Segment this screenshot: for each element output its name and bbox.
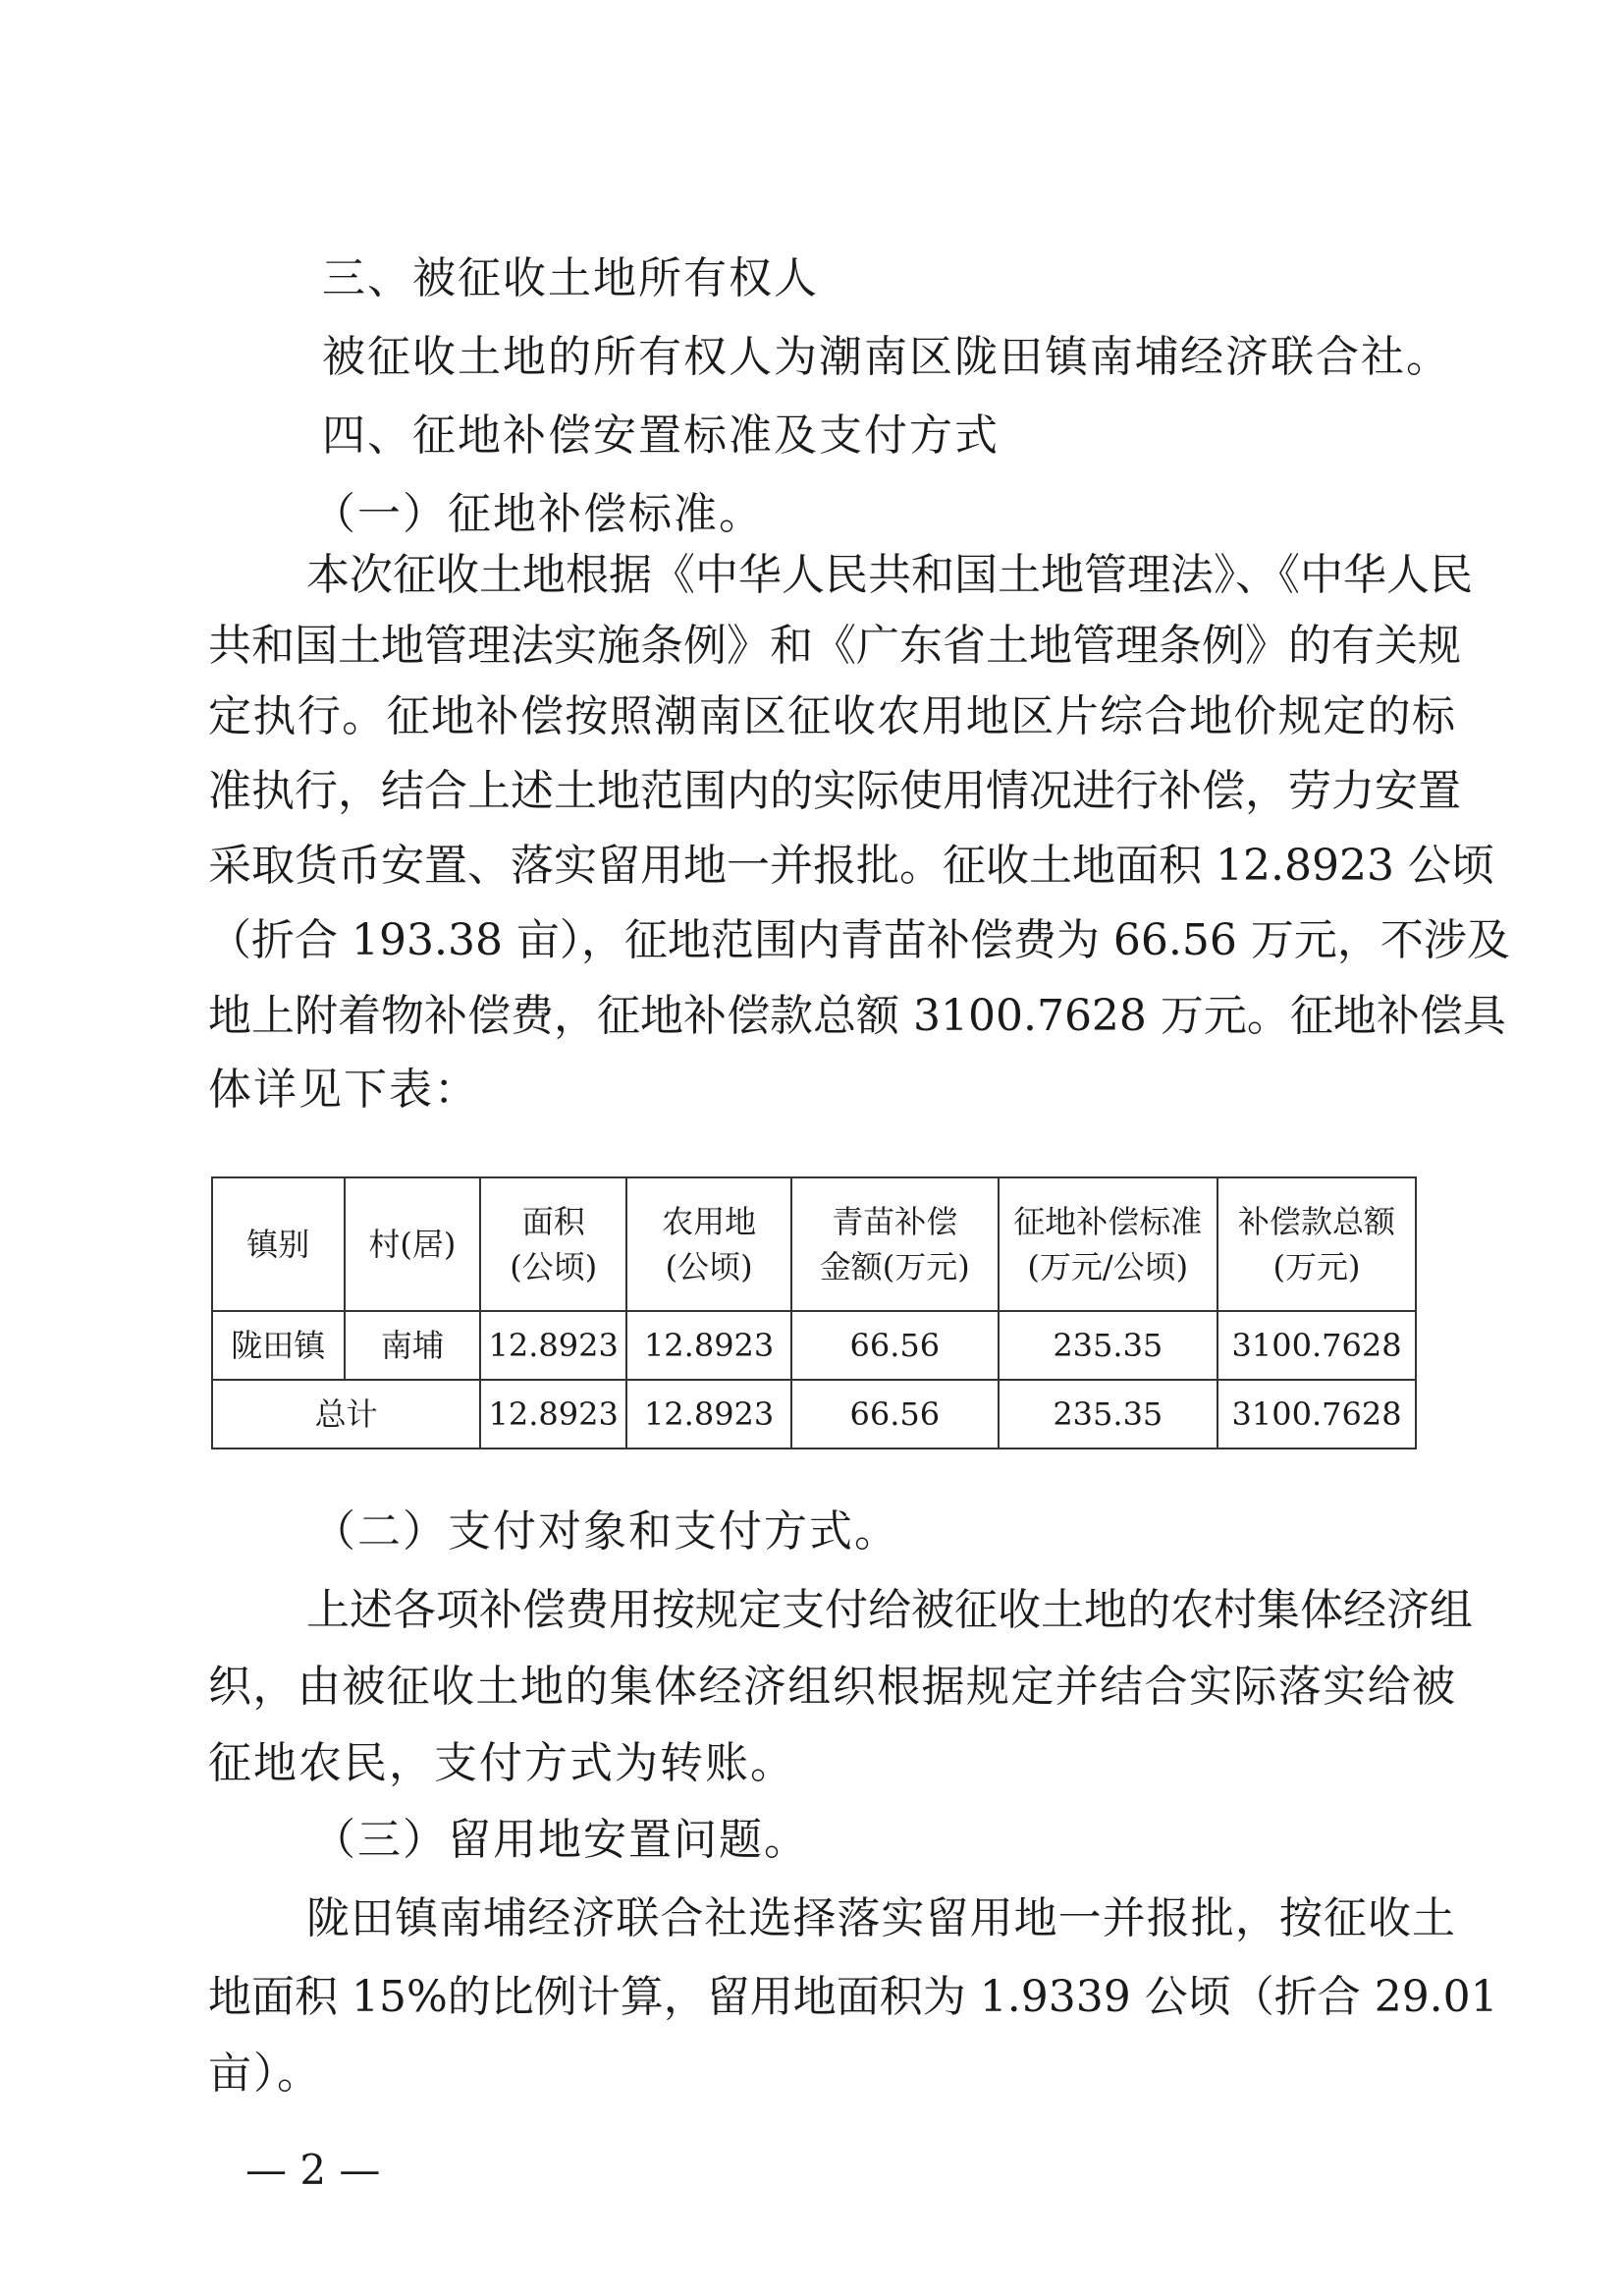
paragraph-line: 准执行，结合上述土地范围内的实际使用情况进行补偿，劳力安置 (208, 766, 1461, 816)
header-area: 面积 (公顷) (480, 1177, 626, 1311)
table-row (212, 1311, 1416, 1380)
cell-crop-compensation: 66.56 (791, 1311, 999, 1380)
subsection-1-title: （一）征地补偿标准。 (312, 489, 764, 539)
paragraph-line: 体详见下表： (208, 1065, 479, 1115)
cell-town: 陇田镇 (212, 1311, 345, 1380)
cell-compensation-standard: 235.35 (999, 1311, 1218, 1380)
cell-total-label: 总计 (212, 1380, 480, 1449)
cell-total-crop-compensation: 66.56 (791, 1380, 999, 1449)
cell-farmland: 12.8923 (626, 1311, 791, 1380)
section-3-title: 三、被征收土地所有权人 (322, 253, 819, 303)
cell-total-compensation-standard: 235.35 (999, 1380, 1218, 1449)
cell-total-compensation: 3100.7628 (1217, 1311, 1416, 1380)
cell-total-area: 12.8923 (480, 1380, 626, 1449)
paragraph-line: 地上附着物补偿费，征地补偿款总额 3100.7628 万元。征地补偿具 (208, 991, 1506, 1041)
header-farmland: 农用地 (公顷) (626, 1177, 791, 1311)
paragraph-line: 织，由被征收土地的集体经济组织根据规定并结合实际落实给被 (208, 1662, 1455, 1712)
header-total-compensation: 补偿款总额 (万元) (1217, 1177, 1416, 1311)
cell-area: 12.8923 (480, 1311, 626, 1380)
header-village: 村(居) (345, 1177, 481, 1311)
table-header-row (212, 1177, 1416, 1311)
page-number: — 2 — (245, 2146, 381, 2194)
paragraph-line: 共和国土地管理法实施条例》和《广东省土地管理条例》的有关规 (208, 621, 1461, 671)
paragraph-line: 地面积 15%的比例计算，留用地面积为 1.9339 公顷（折合 29.01 (208, 1972, 1498, 2022)
paragraph-line: 本次征收土地根据《中华人民共和国土地管理法》、《中华人民 (306, 550, 1473, 600)
paragraph-line: 上述各项补偿费用按规定支付给被征收土地的农村集体经济组 (306, 1585, 1473, 1635)
cell-total-compensation-amount: 3100.7628 (1217, 1380, 1416, 1449)
header-compensation-standard: 征地补偿标准 (万元/公顷) (999, 1177, 1218, 1311)
paragraph-line: 征地农民，支付方式为转账。 (208, 1738, 795, 1788)
subsection-3-title: （三）留用地安置问题。 (312, 1815, 809, 1865)
paragraph-line: 定执行。征地补偿按照潮南区征收农用地区片综合地价规定的标 (208, 691, 1455, 741)
cell-total-farmland: 12.8923 (626, 1380, 791, 1449)
table-total-row (212, 1380, 1416, 1449)
compensation-table (211, 1176, 1417, 1449)
paragraph-line: 亩）。 (208, 2049, 322, 2099)
subsection-2-title: （二）支付对象和支付方式。 (312, 1506, 899, 1557)
header-town: 镇别 (212, 1177, 345, 1311)
paragraph-line: （折合 193.38 亩），征地范围内青苗补偿费为 66.56 万元，不涉及 (208, 915, 1510, 965)
paragraph-line: 采取货币安置、落实留用地一并报批。征收土地面积 12.8923 公顷 (208, 841, 1494, 891)
section-3-body: 被征收土地的所有权人为潮南区陇田镇南埔经济联合社。 (322, 332, 1451, 382)
header-crop-compensation: 青苗补偿 金额(万元) (791, 1177, 999, 1311)
section-4-title: 四、征地补偿安置标准及支付方式 (322, 410, 1000, 461)
paragraph-line: 陇田镇南埔经济联合社选择落实留用地一并报批，按征收土 (306, 1893, 1455, 1943)
cell-village: 南埔 (345, 1311, 481, 1380)
